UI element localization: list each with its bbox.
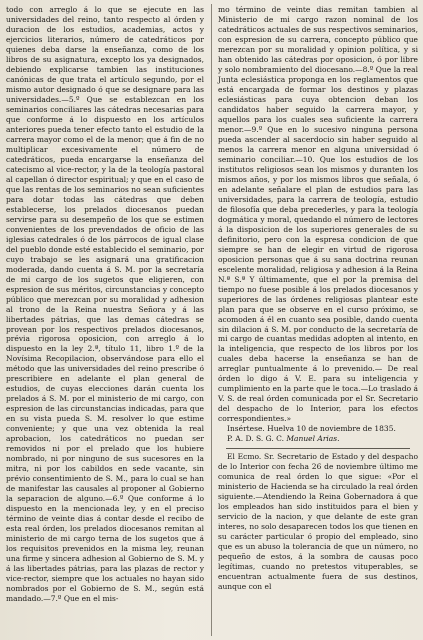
left-column-text: todo con arreglo á lo que se ejecute en las universidades del reino, tanto respecto al órden y duracion de los estudios, academias, actos y ejercicios literarios, número de catedráticos por quienes deba darse la enseñanza, como de los libros de su asignatura, excepto los ya designados, debiendo explicarse tambien las instituciones canónicas de que trata el artículo segundo, por el mismo autor designado ó que se designare para las universidades.—5.º Que se establezcan en los seminarios conciliares las cátedras necesarias para que conforme á lo dispuesto en los artículos anteriores pueda tener efecto tanto el estudio de la carrera mayor como el de la menor; que á fin de no multiplicar excesivamente el número de catedráticos, pueda encargarse la enseñanza del catecismo al vice-rector, y la de la teología pastoral al capellan ó director espiritual; y que en el caso de que las rentas de los seminarios no sean suficientes para dotar todas las cátedras que deben establecerse, los prelados diocesanos puedan servirse para su desempeño de los que se estimen convenientes de los prevendados de oficio de las iglesias catedrales ó de los párrocos de igual clase del pueblo donde esté establecido el seminario, por cuyo trabajo se les asignará una gratificacion moderada, dando cuenta á S. M. por la secretaría de mi cargo de los sugetos que eligieren, con espresion de sus méritos, circunstancias y concepto público que merezcan por su moralidad y adhesion al trono de la Reina nuestra Señora y á las libertades pátrias, que las demas cátedras se provean por los respectivos prelados diocesanos, prévia rigorosa oposicion, con arreglo á lo dispuesto en la ley 2.ª, título 11, libro 1.º de la Novísima Recopilacion, observándose para ello el método que las universidades del reino prescribe ó prescribiere en adelante el plan general de estudios, de cuyas elecciones darán cuenta los prelados á S. M. por el ministerio de mi cargo, con espresion de las circunstancias indicadas, para que en su vista pueda S. M. resolver lo que estime conveniente; y que una vez obtenida la real aprobacion, los catedráticos no puedan ser removidos ni por el prelado que los hubiere nombrado, ni por ninguno de sus sucesores en la mitra, ni por los cabildos en sede vacante, sin prévio consentimiento de S. M., para lo cual se han de manifestar las causales al proponer al Gobierno la separacion de alguno.—6.º Que conforme á lo dispuesto en la mencionada ley, y en el preciso término de veinte dias á contar desde el recibo de esta real órden, los prelados diocesanos remitan al ministerio de mi cargo terna de los sugetos que á los requisitos prevenidos en la misma ley, reunan una firme y sincera adhesion al Gobierno de S. M. y á las libertades pátrias, para las plazas de rector y vice-rector, siempre que los actuales no hayan sido nombrados por el Gobierno de S. M., según está mandado.—7.º Que en el mis- bbox=[6, 5, 204, 604]
signature-prefix: P. A. D. S. G. C. bbox=[227, 434, 284, 444]
right-column bbox=[218, 5, 418, 592]
decree-continuation: mo término de veinte dias remitan tambien al Ministerio de mi cargo razon nominal de los catedráticos actuales de sus respectivos seminarios, con espresion de su carrera, concepto público que merezcan por su moralidad y opinion política, y si han obtenido las cátedras por oposicion, ó por libre y solo nombramiento del diocesano.—8.º Que la real Junta eclesiástica proponga en los reglamentos que está encargada de formar los destinos y plazas eclesiásticas para cuya obtencion deban los candidatos haber seguido la carrera mayor, y aquellos para los cuales sea suficiente la carrera menor.—9.º Que en lo sucesivo ninguna persona pueda ascender al sacerdocio sin haber seguido al menos la carrera menor en alguna universidad ó seminario conciliar.—10. Que los estudios de los institutos religiosos sean los mismos y duranten los mismos años, y por los mismos libros que señala, ó en adelante señalare el plan de estudios para las universidades, para la carrera de teología, estudio de filosofía que deba precederles, y para la teología dogmática y moral, quedando el número de lectores á la disposicion de los superiores generales de su definitorio, pero con la espresa condicion de que siempre se han de elegir en virtud de rigorosa oposicion personas que á su sana doctrina reunan escelente moralidad, religiosa y adhesion á la Reina N.ª S.ª Y últimamente, que el por la premisa del tiempo no fuese posible á los prelados diocesanos y superiores de las órdenes religiosas plantear este plan para que se observe en el curso próximo, se acomoden á él en cuanto sea posible, dando cuenta sin dilacion á S. M. por conducto de la secretaría de mi cargo de cuantas medidas adopten al intento, en la inteligencia, que respecto de los libros por los cuales deba hacerse la enseñanza se han de arreglar puntualmente á lo prevenido.— De real órden lo digo á V. E. para su inteligencia y cumplimiento en la parte que le toca.—Lo traslado á V. S. de real órden comunicada por el Sr. Secretario del despacho de lo Interior, para los efectos correspondientes.» bbox=[218, 5, 418, 424]
new-decree-text: El Ecmo. Sr. Secretario de Estado y del despacho de lo Interior con fecha 26 de noviembre último me comunica de real órden lo que sigue: «Por el ministerio de Hacienda se ha circulado la real órden siguiente.—Atendiendo la Reina Gobernadora á que los empleados han sido instituidos para el bien y servicio de la nacion, y que delante de este gran interes, no solo desaparecen todos los que tienen en su carácter particular ó propio del empleado, sino que es un abuso la tolerancia de que un número, no pequeño de estos, á la sombra de causas poco legítimas, cuando no pretestos vituperables, se encuentran actualmente fuera de sus destinos, aunque con el bbox=[218, 452, 418, 592]
column-divider bbox=[211, 4, 212, 636]
section-separator bbox=[226, 448, 410, 449]
signature-line bbox=[218, 434, 418, 444]
signature-name: Manuel Arias. bbox=[286, 434, 340, 444]
publication-note: Insértese. Huelva 10 de noviembre de 1835. bbox=[227, 424, 396, 434]
left-column bbox=[6, 5, 204, 604]
